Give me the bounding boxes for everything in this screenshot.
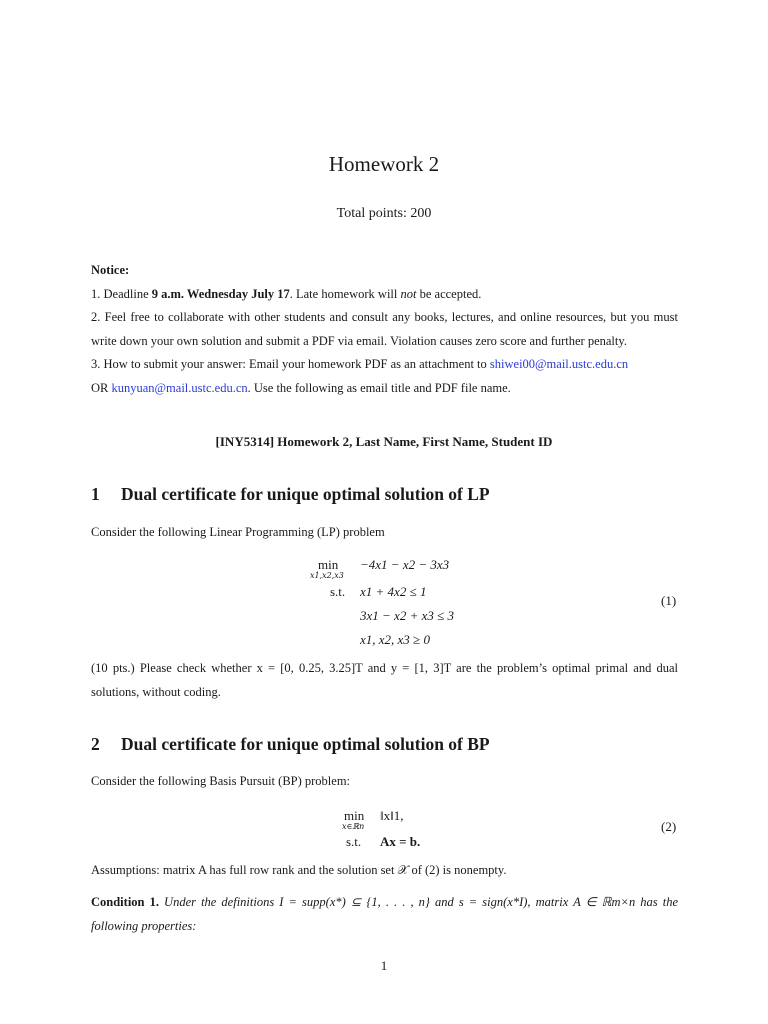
section-1-question: (10 pts.) Please check whether x = [0, 0.25, 3.25]T and y = [1, 3]T are the problem’s optimal primal and dual solutions, without coding.: [91, 661, 678, 699]
section-2-intro: Consider the following Basis Pursuit (BP) problem:: [91, 774, 351, 788]
condition-label: Condition 1.: [91, 895, 159, 909]
notice-item-3: 3. How to submit your answer: Email your homework PDF as an attachment to shiwei00@mail.ustc.edu.cn OR kunyuan@mail.ustc.edu.cn. Use the following as email title and PDF file name.: [91, 357, 629, 395]
equation-2-number: (2): [661, 819, 677, 834]
email-link-kunyuan[interactable]: kunyuan@mail.ustc.edu.cn: [111, 380, 248, 395]
email-title-format: [INY5314] Homework 2, Last Name, First Name, Student ID: [215, 434, 553, 449]
condition-text: Under the definitions I = supp(x*) ⊆ {1, . . . , n} and s = sign(x*I), matrix A ∈ ℝm×n has the following properties:: [91, 895, 678, 933]
section-2-heading: 2 Dual certificate for unique optimal solution of BP: [91, 734, 490, 754]
equation-1: min x1,x2,x3 −4x1 − x2 − 3x3 s.t. x1 + 4x2 ≤ 1 3x1 − x2 + x3 ≤ 3 x1, x2, x3 ≥ 0: [310, 557, 454, 647]
section-1-heading: 1 Dual certificate for unique optimal solution of LP: [91, 484, 490, 504]
document-title: Homework 2: [328, 152, 440, 176]
notice-item-2: 2. Feel free to collaborate with other students and consult any books, lectures, and online resources, but you must write down your own solution and submit a PDF via email. Violation causes zero score and further penalty.: [91, 310, 678, 348]
notice-block: [91, 259, 678, 400]
equation-2: min x∈ℝn ‖x‖1, s.t. Ax = b.: [342, 808, 421, 849]
email-link-shiwei[interactable]: shiwei00@mail.ustc.edu.cn: [489, 357, 629, 371]
notice-item-1: 1. Deadline 9 a.m. Wednesday July 17. Late homework will not be accepted.: [91, 286, 482, 301]
section-1-intro: Consider the following Linear Programming (LP) problem: [91, 525, 385, 539]
section-2-assumptions: Assumptions: matrix A has full row rank and the solution set 𝒳 of (2) is nonempty.: [91, 863, 507, 877]
equation-1-number: (1): [661, 593, 677, 608]
total-points: Total points: 200: [336, 206, 432, 221]
page-number: 1: [380, 958, 388, 973]
condition-1: [91, 891, 678, 938]
notice-heading: Notice:: [91, 263, 130, 277]
